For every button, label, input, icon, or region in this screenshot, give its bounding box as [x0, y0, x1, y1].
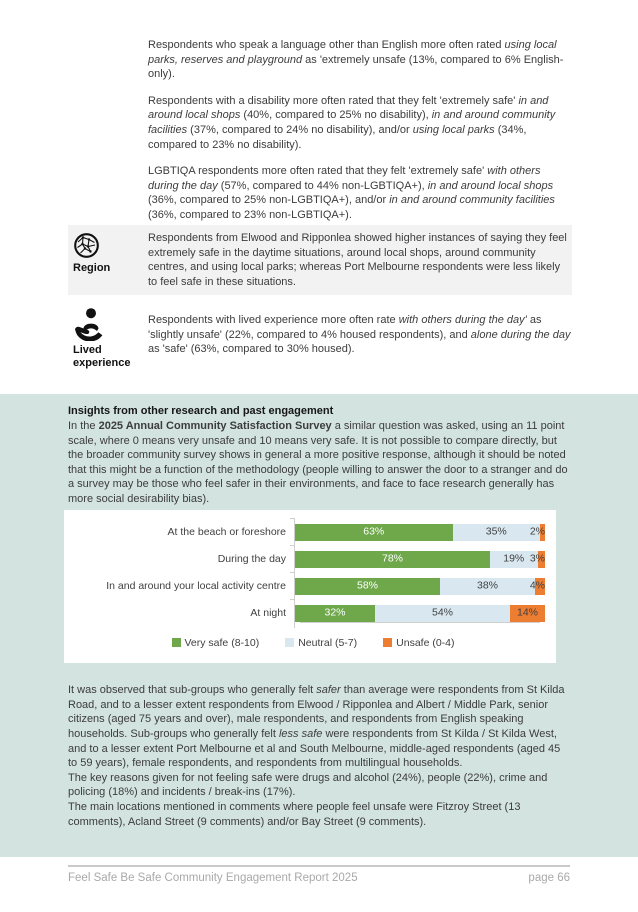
- bar-segment: [529, 551, 546, 568]
- lived-experience-row: [68, 300, 572, 370]
- bar-value-label: 32%: [324, 606, 346, 619]
- paragraph-language: Respondents who speak a language other than English more often rated using local parks, reserves and playground as 'extremely unsafe (13%, compared to 6% English-only).: [148, 39, 564, 81]
- insights-intro: In the 2025 Annual Community Satisfaction Survey a similar question was asked, using an 11 point scale, where 0 means very unsafe and 10 means very safe. It is not possible to compare directly, but the broader community survey shows in general a more positive response, although it should be noted that this might be a function of the methodology (people willing to answer the door to a stranger and do a survey may be those who feel safer in their environments, and face to face research generally has more social desirability bias).: [68, 420, 568, 505]
- bar-value-label: 63%: [363, 525, 385, 538]
- legend-label: Neutral (5-7): [298, 636, 358, 649]
- top-paragraphs: [148, 38, 564, 235]
- region-text: Respondents from Elwood and Ripponlea showed higher instances of saying they feel extremely safe in the daytime situations, around local shops, around community centres, and using local parks; whereas Port Melbourne respondents were less likely to feel safe in these situations.: [148, 232, 567, 288]
- lived-experience-label: Lived experience: [73, 344, 131, 369]
- bar-segment: [375, 605, 510, 622]
- person-in-hand-icon: [73, 307, 148, 341]
- legend-label: Unsafe (0-4): [396, 636, 455, 649]
- region-row: [68, 225, 572, 295]
- insights-section: [0, 394, 638, 857]
- legend-item: [383, 636, 454, 651]
- chart-plot-rows: [70, 524, 556, 622]
- legend-swatch: [172, 638, 181, 647]
- bar-segment: [440, 578, 535, 595]
- bar-value-label: 3%: [529, 552, 545, 565]
- bar-segment: [295, 551, 490, 568]
- stacked-bar: [295, 605, 545, 622]
- bar-value-label: 4%: [529, 579, 545, 592]
- legend-label: Very safe (8-10): [184, 636, 260, 649]
- bar-value-label: 2%: [529, 525, 545, 538]
- footer-divider: [68, 865, 570, 867]
- chart-category-label: At the beach or foreshore: [167, 525, 286, 538]
- stacked-bar: [295, 578, 545, 595]
- bar-value-label: 38%: [476, 579, 499, 592]
- bar-segment: [529, 524, 545, 541]
- lived-experience-text: Respondents with lived experience more often rate with others during the day' as 'slightly unsafe' (22%, compared to 4% housed respondents), and alone during the day as 'safe' (63%, compared to 30% housed).: [148, 314, 571, 356]
- bar-value-label: 19%: [503, 552, 525, 565]
- chart-row: [70, 524, 556, 541]
- lived-icon-column: [68, 300, 148, 370]
- paragraph-disability: Respondents with a disability more often rated that they felt 'extremely safe' in and around local shops (40%, compared to 25% no disability), in and around community facilities (37%, compared to 24% no disability), and/or using local parks (34%, compared to 23% no disability).: [148, 94, 556, 151]
- chart-row: [70, 578, 556, 595]
- paragraph-lgbtiqa: LGBTIQA respondents more often rated that they felt 'extremely safe' with others during the day (57%, compared to 44% non-LGBTIQA+), in and around local shops (36%, compared to 25% non-LGBTIQA+), and/or in and around community facilities (36%, compared to 23% non-LGBTIQA+).: [148, 165, 555, 221]
- bar-value-label: 78%: [381, 552, 404, 565]
- bar-segment: [295, 578, 440, 595]
- region-label: Region: [73, 262, 111, 274]
- footer-page-number: page 66: [528, 872, 570, 884]
- globe-network-icon: [73, 232, 148, 259]
- stacked-bar: [295, 551, 545, 568]
- bar-value-label: 14%: [516, 606, 539, 619]
- bar-value-label: 35%: [485, 525, 507, 538]
- footer: [68, 871, 570, 886]
- chart-legend: [70, 636, 556, 651]
- bar-value-label: 58%: [356, 579, 379, 592]
- bar-segment: [529, 578, 545, 595]
- legend-item: [172, 636, 260, 651]
- legend-item: [285, 636, 357, 651]
- insights-heading: Insights from other research and past engagement: [68, 405, 334, 417]
- paragraph-main-locations: The main locations mentioned in comments where people feel unsafe were Fitzroy Street (13 comments), Acland Street (9 comments) and/or Bay Street (9 comments).: [68, 800, 521, 828]
- paragraph-key-reasons: The key reasons given for not feeling safe were drugs and alcohol (24%), people (22%), crime and policing (18%) and incidents / break-ins (17%).: [68, 771, 548, 799]
- legend-swatch: [383, 638, 392, 647]
- chart-row: [70, 551, 556, 568]
- stacked-bar: [295, 524, 545, 541]
- bar-segment: [295, 524, 453, 541]
- chart-category-label: During the day: [217, 552, 286, 565]
- region-icon-column: [68, 225, 148, 295]
- paragraph-observed: It was observed that sub-groups who generally felt safer than average were respondents from St Kilda Road, and to a lesser extent respondents from Elwood / Ripponlea and Albert / Middle Park, senior citizens (aged 75 years and over), male respondents, and respondents from English speaking households. Sub-groups who generally felt less safe were respondents from St Kilda / St Kilda West, and to a lesser extent Port Melbourne et al and South Melbourne, middle-aged respondents (aged 45 to 59 years), female respondents, and respondents from multilingual households.: [68, 684, 565, 770]
- bar-segment: [453, 524, 541, 541]
- chart-row: [70, 605, 556, 622]
- chart-category-label: In and around your local activity centre: [106, 579, 286, 592]
- bar-segment: [295, 605, 375, 622]
- legend-swatch: [285, 638, 294, 647]
- bar-segment: [510, 605, 545, 622]
- after-chart-paragraphs: [68, 683, 572, 829]
- chart-category-label: At night: [250, 606, 286, 619]
- safety-chart: [64, 510, 556, 664]
- bar-value-label: 54%: [431, 606, 454, 619]
- footer-report-title: Feel Safe Be Safe Community Engagement Report 2025: [68, 872, 358, 884]
